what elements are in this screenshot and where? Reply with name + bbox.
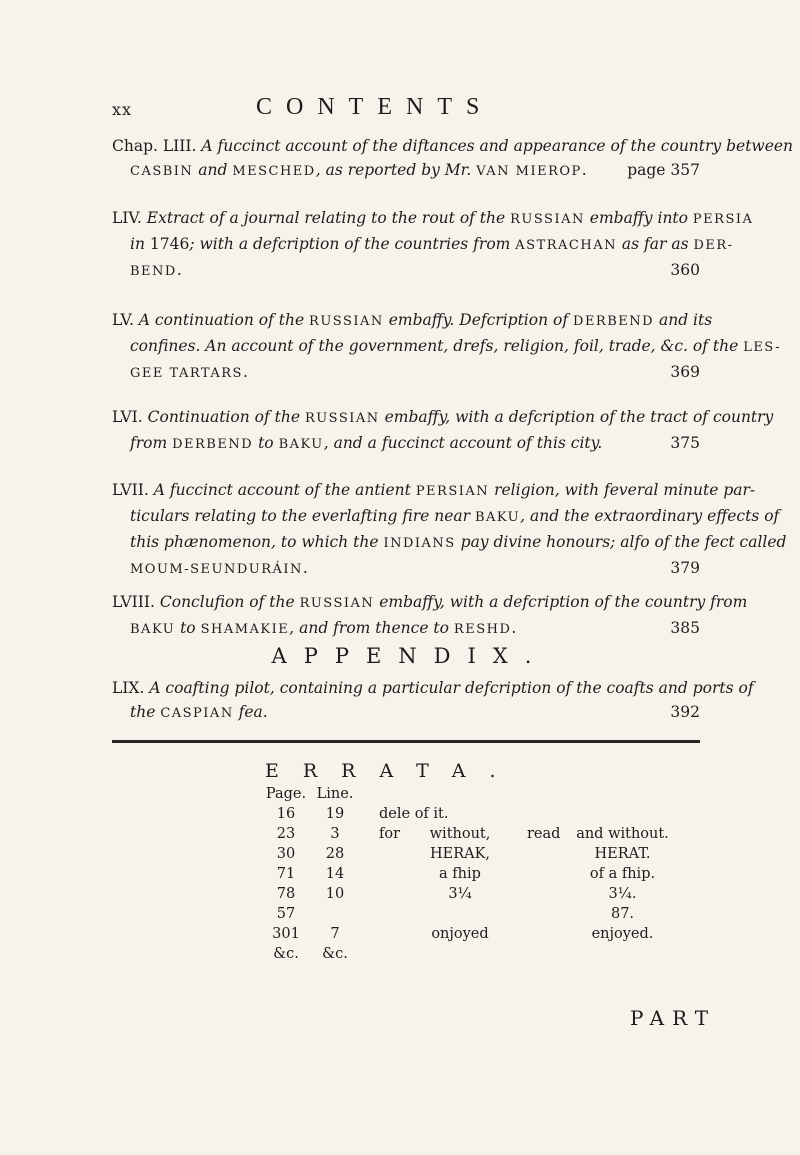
entry-text: , and the extraordinary effects of	[520, 507, 780, 525]
toc-entry	[112, 590, 748, 642]
place-name: BEND	[130, 264, 177, 279]
catchword: PART	[630, 1006, 717, 1030]
chapter-number: LVI.	[112, 408, 148, 426]
toc-entry-line	[112, 360, 700, 386]
errata-action: dele of it.	[379, 806, 449, 822]
entry-text: .	[176, 261, 182, 279]
errata-row	[0, 806, 800, 826]
toc-entry-line	[112, 556, 700, 582]
errata-header-page: Page.	[265, 786, 307, 802]
divider-rule	[112, 740, 700, 743]
errata-row	[0, 906, 800, 926]
errata-line: 14	[325, 866, 345, 882]
errata-read: read	[527, 826, 561, 842]
errata-to: enjoyed.	[591, 926, 654, 942]
page-reference: 375	[670, 434, 700, 452]
toc-entry-line	[112, 206, 754, 232]
errata-from: 3¼	[448, 886, 472, 902]
place-name: RUSSIAN	[299, 596, 375, 611]
running-header	[0, 94, 800, 126]
place-name: ASTRACHAN	[515, 238, 617, 253]
entry-text: A continuation of the	[138, 311, 310, 329]
entry-text: , and a fuccinct account of this city.	[323, 434, 603, 452]
entry-text: .	[302, 559, 308, 577]
errata-line: 3	[330, 826, 340, 842]
entry-text: ticulars relating to the everlafting fire near	[130, 507, 475, 525]
chapter-number: LIV.	[112, 209, 147, 227]
errata-to: and without.	[576, 826, 669, 842]
toc-entry-line	[112, 590, 748, 616]
entry-text: Continuation of the	[147, 408, 305, 426]
toc-entry-line	[112, 334, 782, 360]
place-name: PERSIA	[692, 212, 754, 227]
chapter-number: LVIII.	[112, 593, 160, 611]
place-name: BAKU	[474, 510, 521, 525]
place-name: CASBIN	[130, 164, 194, 179]
errata-to: 87.	[610, 906, 635, 922]
chapter-number: LIX.	[112, 679, 150, 697]
entry-text: pay divine honours; alfo of the fect called	[455, 533, 787, 551]
errata-page: 301	[272, 926, 300, 942]
entry-text: in	[130, 235, 150, 253]
place-name: INDIANS	[383, 536, 456, 551]
place-name: BAKU	[278, 437, 324, 452]
errata-page: &c.	[273, 946, 299, 962]
errata-row	[0, 886, 800, 906]
toc-entry	[112, 206, 754, 284]
errata-to: 3¼.	[608, 886, 637, 902]
entry-text: .	[511, 619, 517, 637]
page-reference: 385	[670, 619, 700, 637]
errata-from: without,	[429, 826, 491, 842]
place-name: VAN MIEROP	[476, 164, 582, 179]
entry-text: Conclufion of the	[159, 593, 300, 611]
appendix-heading: APPENDIX.	[271, 644, 549, 668]
entry-text: as far as	[616, 235, 694, 253]
place-name: MESCHED	[232, 164, 316, 179]
errata-page: 71	[276, 866, 296, 882]
toc-entry-line	[112, 530, 787, 556]
entry-text: .	[581, 161, 587, 179]
errata-from: onjoyed	[431, 926, 489, 942]
page-reference: 392	[670, 703, 700, 721]
place-name: RUSSIAN	[304, 411, 380, 426]
toc-entry	[112, 478, 787, 582]
errata-row	[0, 926, 800, 946]
entry-text: religion, with feveral minute par-	[489, 481, 756, 499]
toc-entry-line	[112, 308, 713, 334]
toc-entry	[112, 134, 794, 184]
errata-from: HERAK,	[429, 846, 491, 862]
errata-header-row	[0, 786, 800, 806]
entry-text: to	[253, 434, 279, 452]
toc-entry-line	[112, 478, 756, 504]
entry-text: and its	[654, 311, 713, 329]
page-number: xx	[112, 100, 133, 119]
place-name: DERBEND	[573, 314, 655, 329]
errata-to: of a fhip.	[589, 866, 656, 882]
errata-row	[0, 846, 800, 866]
entry-text: the	[130, 703, 161, 721]
entry-text: ; with a defcription of the countries from	[189, 235, 516, 253]
toc-entry-line	[112, 431, 700, 457]
errata-page: 78	[276, 886, 296, 902]
page-reference: page 357	[627, 161, 700, 179]
place-name: GEE TARTARS	[130, 366, 243, 381]
errata-line: 19	[325, 806, 345, 822]
errata-page: 30	[276, 846, 296, 862]
errata-row	[0, 866, 800, 886]
toc-entry-line	[112, 676, 754, 700]
entry-text: A fuccinct account of the antient	[153, 481, 416, 499]
toc-entry-line	[112, 134, 794, 158]
toc-entry-line	[112, 700, 700, 726]
place-name: CASPIAN	[160, 706, 234, 721]
place-name: BAKU	[130, 622, 176, 637]
place-name: MOUM-SEUNDURÁIN	[130, 562, 303, 577]
toc-entry-line	[112, 232, 734, 258]
toc-entry-line	[112, 258, 700, 284]
chapter-number: LV.	[112, 311, 139, 329]
place-name: RUSSIAN	[309, 314, 384, 329]
place-name: LES-	[743, 340, 782, 355]
entry-text: confines. An account of the government, drefs, religion, foil, trade, &c. of the	[130, 337, 744, 355]
entry-text: to	[175, 619, 201, 637]
errata-line: 28	[325, 846, 345, 862]
place-name: SHAMAKIE	[200, 622, 290, 637]
errata-page: 57	[276, 906, 296, 922]
errata-row	[0, 946, 800, 966]
place-name: RUSSIAN	[510, 212, 585, 227]
page-reference: 379	[670, 559, 700, 577]
running-title: CONTENTS	[256, 94, 494, 120]
place-name: DERBEND	[172, 437, 254, 452]
errata-line: 10	[325, 886, 345, 902]
page-reference: 360	[670, 261, 700, 279]
entry-text: embaffy. Defcription of	[383, 311, 574, 329]
place-name: RESHD	[453, 622, 512, 637]
entry-text: .	[242, 363, 248, 381]
place-name: DER-	[693, 238, 734, 253]
errata-page: 23	[276, 826, 296, 842]
entry-text: embaffy into	[584, 209, 693, 227]
entry-text: Extract of a journal relating to the rout of the	[146, 209, 511, 227]
entry-text: and	[193, 161, 233, 179]
chapter-number: Chap. LIII.	[112, 137, 202, 155]
toc-entry-line	[112, 405, 774, 431]
place-name: PERSIAN	[415, 484, 490, 499]
errata-header-line: Line.	[316, 786, 354, 802]
toc-entry-line	[112, 158, 700, 184]
entry-text: A fuccinct account of the diftances and appearance of the country between	[201, 137, 794, 155]
entry-text: fea.	[233, 703, 268, 721]
toc-entry-line	[112, 504, 780, 530]
toc-entry	[112, 676, 754, 726]
entry-text: from	[130, 434, 173, 452]
entry-text: , as reported by Mr.	[315, 161, 477, 179]
errata-row	[0, 826, 800, 846]
toc-entry-line	[112, 616, 700, 642]
errata-from: a fhip	[439, 866, 481, 882]
entry-text: embaffy, with a defcription of the tract of country	[379, 408, 774, 426]
page-reference: 369	[670, 363, 700, 381]
entry-text: embaffy, with a defcription of the country from	[374, 593, 748, 611]
toc-entry	[112, 308, 782, 386]
entry-text: 1746	[149, 235, 190, 253]
errata-heading: ERRATA.	[265, 760, 520, 782]
errata-action: for	[379, 826, 401, 842]
toc-entry	[112, 405, 774, 457]
entry-text: this phænomenon, to which the	[130, 533, 384, 551]
errata-page: 16	[276, 806, 296, 822]
errata-line: &c.	[322, 946, 348, 962]
entry-text: , and from thence to	[289, 619, 454, 637]
errata-to: HERAT.	[594, 846, 651, 862]
entry-text: A coafting pilot, containing a particular defcription of the coafts and ports of	[149, 679, 754, 697]
chapter-number: LVII.	[112, 481, 154, 499]
errata-line: 7	[330, 926, 340, 942]
